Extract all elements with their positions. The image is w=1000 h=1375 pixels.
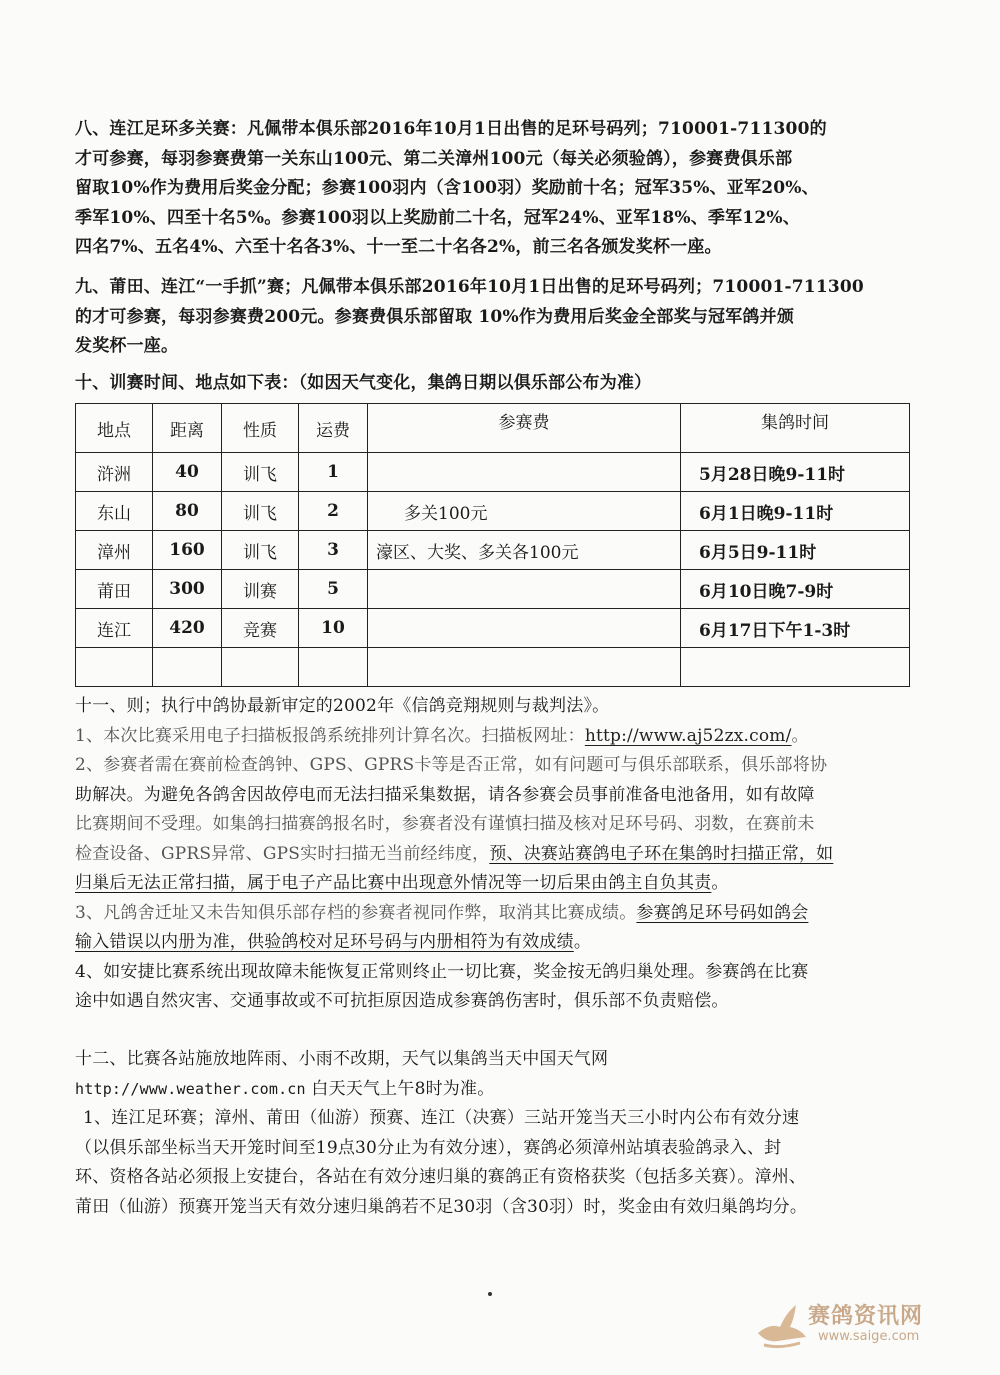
table-row <box>76 531 910 570</box>
cell-time: 5月28日晚9-11时 <box>681 453 910 492</box>
section-11-item-4-line: 途中如遇自然灾害、交通事故或不可抗拒原因造成参赛鸽伤害时，俱乐部不负责赔偿。 <box>75 991 729 1011</box>
section-11-item-2-line: 2、参赛者需在赛前检查鸽钟、GPS、GPRS卡等是否正常，如有问题可与俱乐部联系，俱乐部将协 <box>75 755 828 775</box>
item-2-end: 。 <box>711 873 729 893</box>
item-3-underline-2: 输入错误以内册为准，供验鸽校对足环号码与内册相符为有效成绩 <box>75 932 574 952</box>
header-fee: 运费 <box>299 404 368 453</box>
section-11-item-1 <box>75 722 915 752</box>
stray-dot <box>488 1292 492 1296</box>
cell-place: 东山 <box>76 492 153 531</box>
table-header-row <box>76 404 910 453</box>
cell-time: 6月5日9-11时 <box>681 531 910 570</box>
cell-type <box>222 648 299 687</box>
cell-entry <box>368 648 681 687</box>
item-3-text: 3、凡鸽舍迁址又未告知俱乐部存档的参赛者视同作弊，取消其比赛成绩。 <box>75 902 637 923</box>
section-12 <box>75 1045 915 1222</box>
table-row <box>76 492 910 531</box>
cell-distance <box>153 648 222 687</box>
table-row <box>76 453 910 492</box>
cell-place: 连江 <box>76 609 153 648</box>
section-8 <box>75 115 915 263</box>
cell-type: 训飞 <box>222 453 299 492</box>
item-2-underline-2: 归巢后无法正常扫描，属于电子产品比赛中出现意外情况等一切后果由鸽主自负其责 <box>75 873 712 893</box>
section-9-line: 的才可参赛，每羽参赛费200元。参赛费俱乐部留取 10%作为费用后奖金全部奖与冠军鸽并颁 <box>75 306 795 327</box>
section-11-item-2-line-underlined <box>75 869 915 899</box>
scan-board-link[interactable]: http://www.aj52zx.com/ <box>584 725 792 746</box>
cell-fee <box>299 648 368 687</box>
watermark-url: www.saige.com <box>818 1329 920 1344</box>
weather-tail: 白天天气上午8时为准。 <box>305 1078 495 1099</box>
item-2-text: 检查设备、GPRS异常、GPS实时扫描无当前经纬度， <box>75 843 490 864</box>
cell-time <box>681 648 910 687</box>
cell-fee: 1 <box>299 453 368 492</box>
section-11 <box>75 692 915 1017</box>
section-9-line: 发奖杯一座。 <box>75 336 179 356</box>
cell-place: 莆田 <box>76 570 153 609</box>
section-11-item-3-line <box>75 899 915 929</box>
section-12-title: 十二、比赛各站施放地阵雨、小雨不改期，天气以集鸽当天中国天气网 <box>75 1049 609 1069</box>
cell-fee: 3 <box>299 531 368 570</box>
section-12-item-1-line: （以俱乐部坐标当天开笼时间至19点30分止为有效分速），赛鸽必须漳州站填表验鸽录入、封 <box>75 1137 782 1158</box>
section-11-item-2-line-underlined <box>75 840 915 870</box>
cell-place <box>76 648 153 687</box>
cell-entry: 濠区、大奖、多关各100元 <box>368 531 681 570</box>
cell-entry: 多关100元 <box>368 492 681 531</box>
cell-place: 浒洲 <box>76 453 153 492</box>
cell-place: 漳州 <box>76 531 153 570</box>
section-11-item-2-line: 比赛期间不受理。如集鸽扫描赛鸽报名时，参赛者没有谨慎扫描及核对足环号码、羽数，在赛前未 <box>75 814 815 834</box>
section-10 <box>75 369 915 399</box>
cell-entry <box>368 570 681 609</box>
schedule-table <box>75 403 910 687</box>
header-distance: 距离 <box>153 404 222 453</box>
item-3-end: 。 <box>573 932 592 952</box>
section-11-item-4-line: 4、如安捷比赛系统出现故障未能恢复正常则终止一切比赛，奖金按无鸽归巢处理。参赛鸽在比赛 <box>75 961 809 982</box>
item-1-text: 1、本次比赛采用电子扫描板报鸽系统排列计算名次。扫描板网址： <box>75 725 585 746</box>
cell-distance: 420 <box>153 609 222 648</box>
section-12-weather-line <box>75 1075 915 1105</box>
cell-type: 训赛 <box>222 570 299 609</box>
cell-fee: 10 <box>299 609 368 648</box>
section-12-item-1-line: 1、连江足环赛；漳州、莆田（仙游）预赛、连江（决赛）三站开笼当天三小时内公布有效分速 <box>83 1108 800 1128</box>
cell-entry <box>368 609 681 648</box>
section-10-title: 十、训赛时间、地点如下表：（如因天气变化，集鸽日期以俱乐部公布为准） <box>75 373 652 393</box>
cell-time: 6月17日下午1-3时 <box>681 609 910 648</box>
cell-time: 6月1日晚9-11时 <box>681 492 910 531</box>
item-3-underline-1: 参赛鸽足环号码如鸽会 <box>636 902 809 923</box>
table-row <box>76 609 910 648</box>
header-type: 性质 <box>222 404 299 453</box>
section-9 <box>75 273 915 362</box>
cell-entry <box>368 453 681 492</box>
cell-type: 训飞 <box>222 531 299 570</box>
header-entry-fee: 参赛费 <box>368 404 681 453</box>
section-11-item-2-line: 助解决。为避免各鸽舍因故停电而无法扫描采集数据，请各参赛会员事前准备电池备用，如有故障 <box>75 784 815 805</box>
cell-distance: 40 <box>153 453 222 492</box>
section-8-line: 才可参赛，每羽参赛费第一关东山100元、第二关漳州100元（每关必须验鸽），参赛费俱乐部 <box>75 148 793 169</box>
watermark <box>750 1293 960 1353</box>
cell-fee: 2 <box>299 492 368 531</box>
section-9-line: 九、莆田、连江“一手抓”赛；凡佩带本俱乐部2016年10月1日出售的足环号码列；710001-711300 <box>75 277 864 297</box>
cell-type: 训飞 <box>222 492 299 531</box>
item-1-end: 。 <box>791 725 809 746</box>
section-11-title: 十一、则；执行中鸽协最新审定的2002年《信鸽竞翔规则与裁判法》。 <box>75 696 610 716</box>
header-place: 地点 <box>76 404 153 453</box>
section-11-item-3-line <box>75 928 915 958</box>
section-8-line: 八、连江足环多关赛：凡佩带本俱乐部2016年10月1日出售的足环号码列；710001-711300的 <box>75 119 827 139</box>
section-8-line: 留取10%作为费用后奖金分配；参赛100羽内（含100羽）奖励前十名；冠军35%、亚军20%、 <box>75 178 819 198</box>
section-12-item-1-line: 莆田（仙游）预赛开笼当天有效分速归巢鸽若不足30羽（含30羽）时，奖金由有效归巢鸽均分。 <box>75 1196 808 1217</box>
section-8-line: 四名7%、五名4%、六至十名各3%、十一至二十名各2%，前三名各颁发奖杯一座。 <box>75 237 722 257</box>
cell-type: 竞赛 <box>222 609 299 648</box>
cell-fee: 5 <box>299 570 368 609</box>
item-2-underline-1: 预、决赛站赛鸽电子环在集鸽时扫描正常，如 <box>489 843 834 864</box>
weather-link[interactable]: http://www.weather.com.cn <box>75 1079 306 1098</box>
cell-distance: 300 <box>153 570 222 609</box>
section-8-line: 季军10%、四至十名5%。参赛100羽以上奖励前二十名，冠军24%、亚军18%、季军12%、 <box>75 207 800 228</box>
header-collect-time: 集鸽时间 <box>681 404 910 453</box>
cell-time: 6月10日晚7-9时 <box>681 570 910 609</box>
table-row <box>76 648 910 687</box>
watermark-name: 赛鸽资讯网 <box>808 1304 924 1329</box>
section-12-item-1-line: 环、资格各站必须报上安捷台，各站在有效分速归巢的赛鸽正有资格获奖（包括多关赛）。漳州、 <box>75 1167 807 1187</box>
cell-distance: 80 <box>153 492 222 531</box>
table-row <box>76 570 910 609</box>
pigeon-logo-icon <box>750 1293 810 1353</box>
cell-distance: 160 <box>153 531 222 570</box>
